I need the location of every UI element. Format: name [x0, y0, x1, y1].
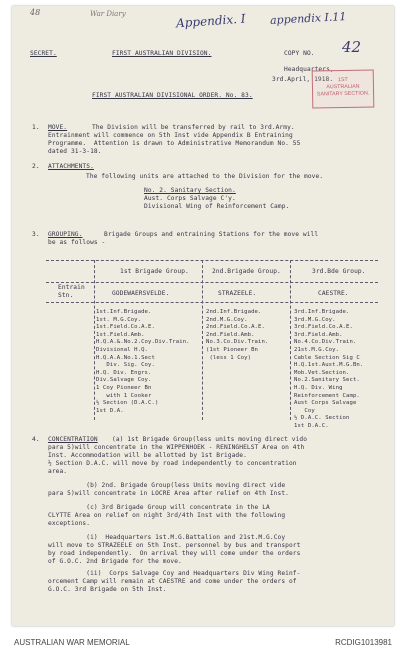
section-4-line-10: exceptions.: [48, 520, 91, 527]
archive-name: AUSTRALIAN WAR MEMORIAL: [14, 638, 130, 647]
table-header-3rd-brigade: 3rd.Bde Group.: [312, 268, 366, 275]
section-4-heading: CONCENTRATION: [48, 436, 98, 443]
handwritten-appendix: Appendix. I: [175, 11, 246, 31]
section-1-heading: MOVE.: [48, 124, 68, 131]
attached-unit-3: Divisional Wing of Reinforcement Camp.: [144, 203, 290, 210]
section-2-intro: The following units are attached to the Division for the move.: [86, 173, 324, 180]
brigade-2-units: 2nd.Inf.Brigade. 2nd.M.G.Coy. 2nd.Field.Co.A.E. 2nd.Field.Amb. No.3.Co.Div.Train. (1st Pioneer Bn (less 1 Coy): [206, 309, 269, 361]
section-3-intro-1: Brigade Groups and entraining Stations for the move will: [104, 231, 319, 238]
division-title: FIRST AUSTRALIAN DIVISION.: [112, 50, 212, 57]
section-4-line-12: will move to STRAZEELE on 5th Inst. personnel by bus and transport: [48, 542, 301, 549]
table-header-1st-brigade: 1st Brigade Group.: [120, 268, 189, 275]
section-4-line-17: G.O.C. 3rd Brigade on 5th Inst.: [48, 586, 167, 593]
section-4-line-13: by road independently. On arrival they will come under the orders: [48, 550, 301, 557]
archive-footer: [0, 632, 406, 653]
secret-label: SECRET.: [30, 50, 57, 57]
section-1-line-2: Entrainment will commence on 5th Inst vide Appendix B Entraining: [48, 132, 293, 139]
section-2-number: 2.: [32, 163, 40, 170]
stamp-line-2: AUSTRALIAN: [326, 83, 360, 91]
section-1-line-3: Programme. Attention is drawn to Administrative Memorandum No. 55: [48, 140, 301, 147]
archive-reference: RCDIG1013981: [335, 638, 392, 647]
section-2-heading: ATTACHMENTS.: [48, 163, 94, 170]
order-title: FIRST AUSTRALIAN DIVISIONAL ORDER. No. 83.: [92, 92, 253, 99]
section-4-line-16: orcement Camp will remain at CAESTRE and come under the orders of: [48, 578, 297, 585]
copy-no-label: COPY NO.: [284, 50, 315, 57]
section-4-line-6: (b) 2nd. Brigade Group(less Units moving direct vide: [48, 482, 286, 489]
section-4-line-9: CLYTTE Area on relief on night 3rd/4th Inst with the following: [48, 512, 286, 519]
section-4-line-7: para 5)will concentrate in LOCRE Area after relief on 4th Inst.: [48, 490, 289, 497]
section-4-line-5: area.: [48, 468, 68, 475]
section-3-intro-2: be as follows -: [48, 239, 106, 246]
section-1-line-4: dated 31-3-18.: [48, 148, 102, 155]
section-4-number: 4.: [32, 436, 40, 443]
brigade-1-units: 1st.Inf.Brigade. 1st. M.G.Coy. 1st.Field.Co.A.E. 1st.Field.Amb. H.Q.A.&.No.2.Coy.Div.Train. Divisional H.Q. H.Q.A.A.No.1.Sect Div. Sig. Coy. H.Q. Div. Engrs. Div.Salvage Coy. 1 Coy Pioneer Bn with 1 Cooker ½ Section (D.A.C.) 1st D.A.: [96, 309, 190, 414]
hq-line-2: 3rd.April, 1918.: [272, 76, 334, 83]
section-4-line-14: of G.O.C. 2nd Brigade for the move.: [48, 558, 182, 565]
attached-unit-1: No. 2. Sanitary Section.: [144, 187, 236, 194]
copy-no-value: 42: [342, 38, 362, 56]
stamp-line-3: SANITARY SECTION.: [316, 90, 370, 98]
pencil-note-number: 48: [30, 8, 41, 17]
section-3-number: 3.: [32, 231, 40, 238]
section-1-line-1: The Division will be transferred by rail to 3rd.Army.: [92, 124, 295, 131]
station-godewaersvelde: GODEWAERSVELDE.: [112, 290, 170, 297]
sanitary-section-stamp: [312, 69, 375, 108]
stamp-line-1: 1ST: [337, 76, 348, 84]
table-header-2nd-brigade: 2nd.Brigade Group.: [212, 268, 281, 275]
section-4-line-11: (i) Headquarters 1st.M.G.Battalion and 21st.M.G.Coy: [48, 534, 286, 541]
station-strazeele: STRAZEELE.: [218, 290, 257, 297]
section-3-heading: GROUPING.: [48, 231, 83, 238]
attached-unit-2: Aust. Corps Salvage C'y.: [144, 195, 236, 202]
section-4-line-3: Inst. Accommodation will be allotted by 1st Brigade.: [48, 452, 247, 459]
section-1-number: 1.: [32, 124, 40, 131]
handwritten-appendix-2: appendix I.11: [269, 10, 347, 27]
section-4-line-15: (ii) Corps Salvage Coy and Headquarters Div Wing Reinf-: [48, 570, 301, 577]
section-4-line-2: para 5)will concentrate in the WIPPENHOEK - RENINGHELST Area on 4th: [48, 444, 305, 451]
section-4-line-1: (a) 1st Brigade Group(less units moving direct vido: [112, 436, 308, 443]
section-4-line-4: ½ Section D.A.C. will move by road independently to concentration: [48, 460, 297, 467]
station-caestre: CAESTRE.: [318, 290, 349, 297]
pencil-note-war-diary: War Diary: [90, 10, 126, 18]
section-4-line-8: (c) 3rd Brigade Group will concentrate in the LA: [48, 504, 270, 511]
table-row-label-entrain: Entrain Stn.: [58, 284, 85, 300]
hq-line-1: Headquarters,: [284, 66, 334, 73]
brigade-3-units: 3rd.Inf.Brigade. 3rd.M.G.Coy. 3rd.Field.Co.A.E. 3rd.Field.Amb. No.4.Co.Div.Train. 21st.M.G.Coy. Cable Section Sig C H.Q.1st.Aust.M.G.Bn. Mob.Vet.Section. No.2.Sanitary Sect. H.Q. Div. Wing Reinforcement Camp. Aust Corps Salvage Coy ½ D.A.C. Section 1st D.A.C.: [294, 309, 364, 429]
document-page: [12, 6, 394, 626]
